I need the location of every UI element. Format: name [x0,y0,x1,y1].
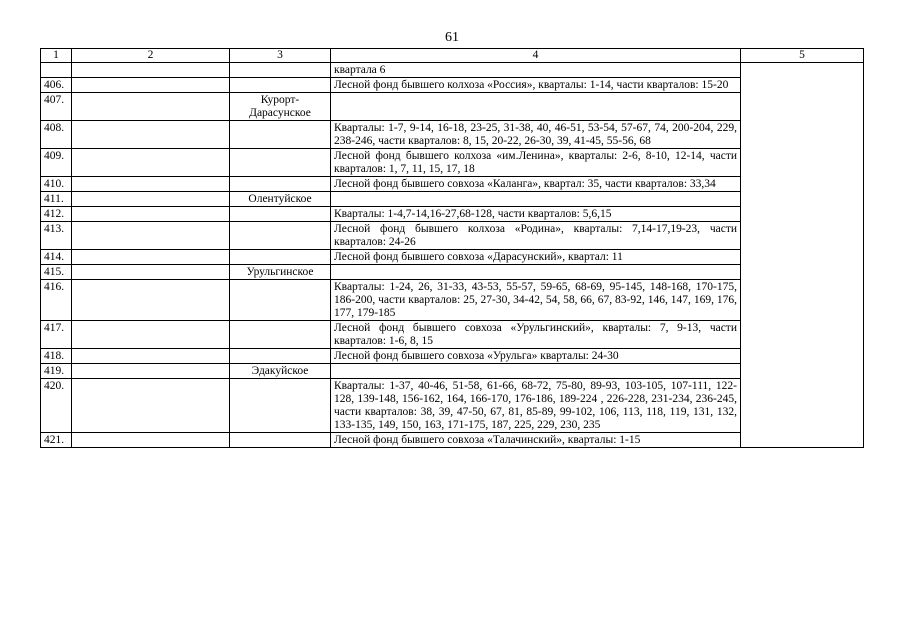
row-number: 406. [41,78,72,93]
settlement-cell [230,433,331,448]
forest-description-cell: Лесной фонд бывшего совхоза «Талачинский», кварталы: 1-15 [331,433,741,448]
table-row [41,364,864,379]
settlement-cell [230,321,331,349]
table-row [41,265,864,280]
settlement-cell [230,280,331,321]
forest-register-table [40,48,864,448]
forest-description-cell [331,93,741,121]
district-cell [72,192,230,207]
district-cell [72,280,230,321]
district-cell [72,379,230,433]
forest-description-cell: Кварталы: 1-4,7-14,16-27,68-128, части кварталов: 5,6,15 [331,207,741,222]
district-cell [72,433,230,448]
forest-description-cell [331,364,741,379]
row-number: 408. [41,121,72,149]
row-number: 421. [41,433,72,448]
table-row [41,177,864,192]
forest-description-cell: Лесной фонд бывшего колхоза «Россия», кварталы: 1-14, части кварталов: 15-20 [331,78,741,93]
district-cell [72,265,230,280]
table-row [41,63,864,78]
settlement-cell [230,379,331,433]
district-cell [72,222,230,250]
district-cell [72,364,230,379]
row-number [41,63,72,78]
row-number: 420. [41,379,72,433]
header-col-1: 1 [41,49,72,63]
table-row [41,349,864,364]
row-number: 411. [41,192,72,207]
settlement-cell: Эдакуйское [230,364,331,379]
table-body [41,49,864,448]
settlement-cell [230,121,331,149]
header-col-5: 5 [741,49,864,63]
forest-description-cell: Кварталы: 1-24, 26, 31-33, 43-53, 55-57, 59-65, 68-69, 95-145, 148-168, 170-175, 186-200, части кварталов: 25, 27-30, 34-42, 54, 58, 66, 67, 83-92, 146, 147, 169, 176, 177, 179-185 [331,280,741,321]
table-row [41,78,864,93]
district-cell [72,207,230,222]
table-row [41,207,864,222]
forest-description-cell [331,265,741,280]
table-row [41,250,864,265]
row-number: 415. [41,265,72,280]
district-cell [72,78,230,93]
row-number: 407. [41,93,72,121]
table-row [41,321,864,349]
table-row [41,379,864,433]
table-row [41,280,864,321]
forest-description-cell: квартала 6 [331,63,741,78]
forest-description-cell [331,192,741,207]
district-cell [72,149,230,177]
settlement-cell [230,250,331,265]
table-row [41,121,864,149]
settlement-cell [230,149,331,177]
district-cell [72,93,230,121]
district-cell [72,321,230,349]
settlement-cell: Курорт-Дарасунское [230,93,331,121]
forest-description-cell: Кварталы: 1-37, 40-46, 51-58, 61-66, 68-72, 75-80, 89-93, 103-105, 107-111, 122-128, 139-148, 156-162, 164, 166-170, 176-186, 189-224 , 226-228, 231-234, 236-245, части кварталов: 38, 39, 47-50, 67, 81, 85-89, 99-102, 106, 113, 118, 119, 131, 132, 133-135, 149, 150, 163, 171-175, 187, 225, 229, 230, 235 [331,379,741,433]
forest-description-cell: Лесной фонд бывшего совхоза «Каланга», квартал: 35, части кварталов: 33,34 [331,177,741,192]
forest-description-cell: Лесной фонд бывшего совхоза «Урульга» кварталы: 24-30 [331,349,741,364]
row-number: 409. [41,149,72,177]
row-number: 417. [41,321,72,349]
row-number: 412. [41,207,72,222]
row-number: 414. [41,250,72,265]
settlement-cell [230,63,331,78]
settlement-cell: Урульгинское [230,265,331,280]
header-col-4: 4 [331,49,741,63]
forest-description-cell: Лесной фонд бывшего совхоза «Урульгинский», кварталы: 7, 9-13, части кварталов: 1-6, 8, 15 [331,321,741,349]
settlement-cell [230,177,331,192]
forest-description-cell: Лесной фонд бывшего колхоза «Родина», кварталы: 7,14-17,19-23, части кварталов: 24-26 [331,222,741,250]
settlement-cell: Олентуйское [230,192,331,207]
district-cell [72,63,230,78]
table-row [41,149,864,177]
row-number: 418. [41,349,72,364]
header-col-2: 2 [72,49,230,63]
table-row [41,192,864,207]
district-cell [72,349,230,364]
forest-description-cell: Лесной фонд бывшего совхоза «Дарасунский», квартал: 11 [331,250,741,265]
district-cell [72,250,230,265]
row-number: 413. [41,222,72,250]
forest-description-cell: Кварталы: 1-7, 9-14, 16-18, 23-25, 31-38, 40, 46-51, 53-54, 57-67, 74, 200-204, 229, 238-246, части кварталов: 8, 15, 20-22, 26-30, 39, 41-45, 55-56, 68 [331,121,741,149]
table-row [41,222,864,250]
table-row [41,93,864,121]
row-number: 416. [41,280,72,321]
forest-description-cell: Лесной фонд бывшего колхоза «им.Ленина», кварталы: 2-6, 8-10, 12-14, части кварталов: 1, 7, 11, 15, 17, 18 [331,149,741,177]
row-number: 410. [41,177,72,192]
settlement-cell [230,222,331,250]
settlement-cell [230,78,331,93]
district-cell [72,177,230,192]
row-number: 419. [41,364,72,379]
page-number: 61 [445,30,459,45]
table-row [41,433,864,448]
notes-cell [741,63,864,448]
header-col-3: 3 [230,49,331,63]
header-row [41,49,864,63]
settlement-cell [230,349,331,364]
district-cell [72,121,230,149]
settlement-cell [230,207,331,222]
